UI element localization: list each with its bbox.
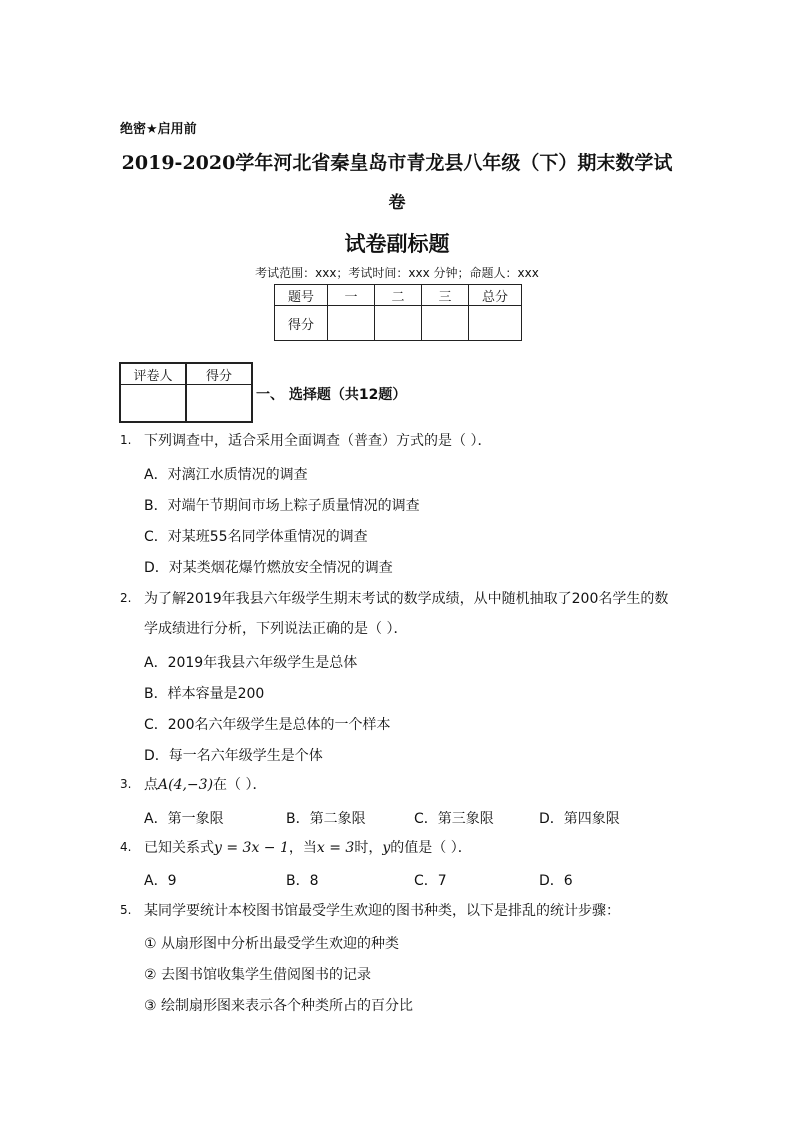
score-header-cell: 二 (375, 285, 422, 306)
option: B．第二象限 (286, 811, 366, 827)
question-text-part: 时， (354, 840, 383, 856)
grader-header-cell: 得分 (186, 363, 252, 385)
question-text-suffix: 在（ ）． (213, 777, 267, 793)
formula-expression: y (382, 840, 391, 856)
point-expression: A(4,−3) (158, 777, 214, 793)
option: C．7 (414, 873, 447, 889)
question-text (144, 839, 472, 857)
option: A．对漓江水质情况的调查 (144, 467, 308, 483)
question-text-part: ，当 (288, 840, 317, 856)
question-text: 下列调查中，适合采用全面调查（普查）方式的是（ ）． (144, 433, 492, 449)
score-cell[interactable] (328, 306, 375, 341)
exam-subtitle: 试卷副标题 (344, 231, 450, 256)
formula-expression: y = 3x − 1 (214, 840, 289, 856)
option: B．对端午节期间市场上粽子质量情况的调查 (144, 498, 420, 514)
question-text-part: 已知关系式 (144, 840, 214, 856)
grader-header-cell: 评卷人 (120, 363, 186, 385)
option: D．对某类烟花爆竹燃放安全情况的调查 (144, 560, 393, 576)
question-text-prefix: 点 (144, 777, 158, 793)
step-item: ① 从扇形图中分析出最受学生欢迎的种类 (144, 936, 399, 952)
option: A．第一象限 (144, 811, 224, 827)
grader-cell[interactable] (186, 385, 252, 423)
secret-label: 绝密★启用前 (120, 122, 197, 137)
option: B．8 (286, 873, 319, 889)
question-number: 5. (120, 903, 132, 917)
exam-info: 考试范围：xxx；考试时间：xxx 分钟；命题人：xxx (255, 266, 539, 280)
question-text (144, 776, 266, 794)
question-text-line1: 为了解2019年我县六年级学生期末考试的数学成绩，从中随机抽取了200名学生的数 (144, 591, 669, 607)
option: D．第四象限 (539, 811, 620, 827)
option: A．9 (144, 873, 177, 889)
question-text-part: 的值是（ ）． (390, 840, 472, 856)
question-text-line2: 学成绩进行分析，下列说法正确的是（ ）． (144, 621, 408, 637)
option: D．每一名六年级学生是个体 (144, 748, 323, 764)
question-number: 2. (120, 591, 132, 605)
option: A．2019年我县六年级学生是总体 (144, 655, 358, 671)
exam-title-line1: 2019-2020学年河北省秦皇岛市青龙县八年级（下）期末数学试 (121, 152, 673, 174)
score-cell[interactable] (469, 306, 522, 341)
exam-title-line2: 卷 (388, 193, 406, 213)
question-number: 4. (120, 840, 132, 854)
option: B．样本容量是200 (144, 686, 265, 702)
score-cell[interactable] (422, 306, 469, 341)
score-row-label: 得分 (275, 306, 328, 341)
step-item: ③ 绘制扇形图来表示各个种类所占的百分比 (144, 998, 413, 1014)
score-header-cell: 题号 (275, 285, 328, 306)
option: C．第三象限 (414, 811, 494, 827)
step-item: ② 去图书馆收集学生借阅图书的记录 (144, 967, 372, 983)
score-cell[interactable] (375, 306, 422, 341)
option: C．200名六年级学生是总体的一个样本 (144, 717, 391, 733)
grader-cell[interactable] (120, 385, 186, 423)
grader-table (119, 362, 253, 423)
score-header-cell: 一 (328, 285, 375, 306)
question-number: 3. (120, 777, 132, 791)
question-text: 某同学要统计本校图书馆最受学生欢迎的图书种类，以下是排乱的统计步骤： (144, 903, 620, 919)
section-title: 一、 选择题（共12题） (256, 387, 407, 403)
score-header-cell: 三 (422, 285, 469, 306)
formula-expression: x = 3 (316, 840, 355, 856)
question-number: 1. (120, 433, 132, 447)
score-header-cell: 总分 (469, 285, 522, 306)
score-table (274, 284, 522, 341)
option: C．对某班55名同学体重情况的调查 (144, 529, 368, 545)
option: D．6 (539, 873, 573, 889)
